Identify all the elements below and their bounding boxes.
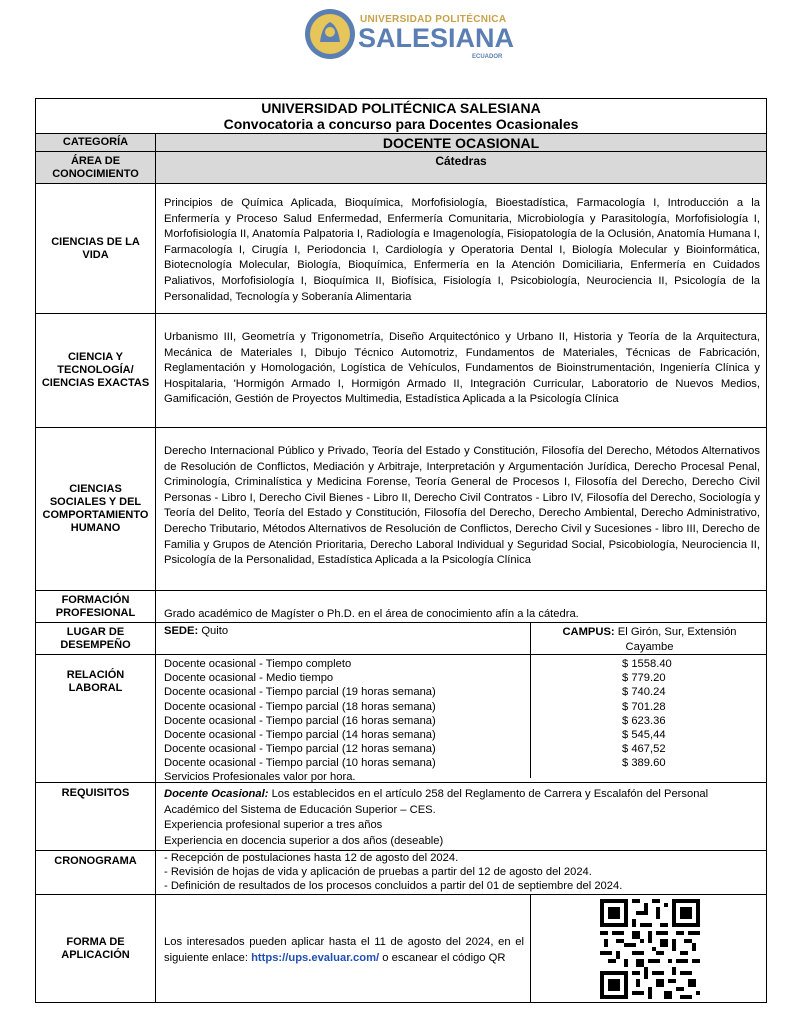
relacion-valor: $ 545,44 [622, 728, 666, 741]
relacion-item [164, 657, 784, 671]
application-link[interactable]: https://ups.evaluar.com/ [251, 951, 380, 964]
cronograma-label: CRONOGRAMA [36, 851, 156, 894]
requisitos-content [164, 787, 760, 849]
relacion-label: RELACIÓN LABORAL [36, 655, 156, 782]
area-row-vida [36, 184, 766, 314]
relacion-tipo: Docente ocasional - Medio tiempo [164, 672, 334, 685]
logo-line1: UNIVERSIDAD POLITÉCNICA [360, 14, 507, 25]
relacion-valor: $ 623.36 [622, 714, 666, 727]
categoria-row [36, 134, 766, 152]
forma-label: FORMA DE APLICACIÓN [36, 895, 156, 1002]
requisitos-lead: Docente Ocasional: [164, 788, 269, 800]
sede-label: SEDE: [164, 625, 199, 637]
campus-value: El Girón, Sur, Extensión Cayambe [617, 626, 737, 653]
relacion-valor: $ 1558.40 [622, 658, 672, 670]
area-vida-text: Principios de Química Aplicada, Bioquímica, Morfofisiología, Bioestadística, Farmacología I, Introducción a la Enfermería y Proceso Salud Enfermedad, Enfermería Comunitaria, Microbiología y Parasitología, Morfofisiología I, Morfofisiología II, Anatomía Palpatoria I, Radiología e Imagenología, Fisiopatología de la Oclusión, Anatomía Humana I, Farmacología I, Cirugía I, Periodoncia I, Cardiología y Operatoria Dental I, Biología Molecular y Bioinformática, Biotecnología Molecular, Biología, Bioquímica, Enfermería en la Atención Domiciliaria, Enfermería en Cuidados Paliativos, Morfofisiología I, Bioquímica II, Biofísica, Fisiología I, Psicobiología, Neurociencia II, Psicología de la Personalidad, Tecnología y Soberanía Alimentaria [164, 197, 760, 303]
relacion-item [164, 714, 784, 728]
area-value: Cátedras [435, 154, 487, 168]
qr-code-icon[interactable] [600, 899, 700, 999]
categoria-label: CATEGORÍA [36, 134, 156, 151]
sede-value: Quito [201, 625, 229, 637]
relacion-valor: $ 389.60 [622, 757, 666, 770]
forma-text-after: o escanear el código QR [382, 951, 506, 964]
relacion-tipo: Docente ocasional - Tiempo parcial (19 horas semana) [164, 686, 436, 699]
area-header-row [36, 152, 766, 184]
requisitos-text2: Experiencia profesional superior a tres años [164, 819, 383, 831]
relacion-valor: $ 467,52 [622, 743, 666, 756]
relacion-valor: $ 701.28 [622, 700, 666, 713]
area-tecnologia-label: CIENCIA Y TECNOLOGÍA/ CIENCIAS EXACTAS [36, 314, 156, 427]
relacion-valor: $ 779.20 [622, 672, 666, 685]
relacion-item [164, 756, 784, 770]
relacion-tipo: Docente ocasional - Tiempo parcial (16 horas semana) [164, 714, 436, 727]
relacion-tipo: Docente ocasional - Tiempo parcial (14 horas semana) [164, 728, 436, 741]
forma-text [164, 935, 524, 966]
requisitos-text1: Los establecidos en el artículo 258 del Reglamento de Carrera y Escalafón del Personal Académico del Sistema de Educación Superior – CES. [164, 788, 709, 816]
requisitos-row [36, 783, 766, 851]
logo-line3: ECUADOR [472, 54, 503, 60]
doc-subtitle: Convocatoria a concurso para Docentes Ocasionales [223, 116, 579, 132]
area-row-sociales [36, 428, 766, 591]
cronograma-item: - Revisión de hojas de vida y aplicación de pruebas a partir del 12 de agosto del 2024. [164, 866, 592, 878]
formacion-label: FORMACIÓN PROFESIONAL [36, 591, 156, 622]
area-tecnologia-text: Urbanismo III, Geometría y Trigonometría, Diseño Arquitectónico y Urbano II, Historia y Teoría de la Arquitectura, Mecánica de Materiales I, Dibujo Técnico Automotriz, Fundamentos de Materiales, Técnicas de Fabricación, Reglamentación y Homologación, Logística de Vehículos, Fundamentos de Bioinstrumentación, Ingeniería Clínica y Hospitalaria, 'Hormigón Armado I, Hormigón Armado II, Integración Curricular, Laboratorio de Nuevos Medios, Gamificación, Gestión de Proyectos Multimedia, Estadística Aplicada a la Psicología Clínica [164, 331, 760, 406]
cronograma-list [164, 851, 760, 893]
university-logo [304, 6, 515, 62]
relacion-item [164, 700, 784, 714]
categoria-value: DOCENTE OCASIONAL [382, 135, 540, 151]
area-sociales-text: Derecho Internacional Público y Privado, Teoría del Estado y Constitución, Filosofía del Derecho, Métodos Alternativos de Resolución de Conflictos, Mediación y Arbitraje, Interpretación y Argumentación Jurídica, Derecho Procesal Penal, Criminología, Criminalística y Medicina Forense, Teoría General de Procesos I, Filosofía del Derecho, Derecho Civil Personas - Libro I, Derecho Civil Bienes - Libro II, Derecho Civil Contratos - Libro IV, Filosofía del Derecho, Sociología y Teoría del Delito, Teoría del Estado y Constitución, Filosofía del Derecho, Derecho Ambiental, Derecho Administrativo, Derecho Tributario, Métodos Alternativos de Resolución de Conflictos, Derecho Civil y Sucesiones - libro III, Derecho de Familia y Grupos de Atención Prioritaria, Derecho Laboral Individual y Seguridad Social, Psicobiología, Neurociencia II, Psicología de la Personalidad, Estadística Aplicada a la Psicología Clínica [164, 445, 760, 567]
requisitos-text3: Experiencia en docencia superior a dos años (deseable) [164, 834, 444, 847]
logo-line2: SALESIANA [358, 23, 515, 53]
relacion-tipo: Docente ocasional - Tiempo parcial (18 horas semana) [164, 700, 436, 713]
relacion-item [164, 685, 784, 699]
area-sociales-label: CIENCIAS SOCIALES Y DEL COMPORTAMIENTO HUMANO [36, 428, 156, 590]
campus-label: CAMPUS: [562, 626, 615, 638]
sede [164, 625, 228, 637]
relacion-valor: $ 740.24 [622, 686, 666, 699]
relacion-tipo: Docente ocasional - Tiempo parcial (12 horas semana) [164, 743, 436, 756]
area-label: ÁREA DE CONOCIMIENTO [36, 152, 156, 183]
formacion-row [36, 591, 766, 623]
relacion-tipo: Docente ocasional - Tiempo completo [164, 658, 352, 670]
doc-title: UNIVERSIDAD POLITÉCNICA SALESIANA [261, 100, 541, 116]
relacion-item [164, 728, 784, 742]
table-title [36, 99, 766, 134]
lugar-label: LUGAR DE DESEMPEÑO [36, 623, 156, 654]
area-vida-label: CIENCIAS DE LA VIDA [36, 184, 156, 313]
lugar-row [36, 623, 766, 655]
cronograma-row [36, 851, 766, 895]
relacion-item [164, 742, 784, 756]
relacion-row [36, 655, 766, 783]
forma-text-before: Los interesados pueden aplicar hasta el 11 de agosto del 2024, en el siguiente enlace: [164, 936, 524, 964]
relacion-list [164, 657, 784, 771]
relacion-item [164, 671, 784, 685]
formacion-text: Grado académico de Magíster o Ph.D. en el área de conocimiento afín a la cátedra. [164, 608, 579, 620]
forma-row [36, 895, 766, 1002]
seal-icon [304, 8, 356, 60]
area-row-tecnologia [36, 314, 766, 428]
cronograma-item: - Definición de resultados de los procesos concluidos a partir del 01 de septiembre del 2024. [164, 880, 623, 892]
relacion-tipo: Docente ocasional - Tiempo parcial (10 horas semana) [164, 757, 436, 770]
cronograma-item: - Recepción de postulaciones hasta 12 de agosto del 2024. [164, 852, 459, 864]
convocatoria-table [35, 98, 767, 1003]
campus [541, 625, 758, 655]
relacion-extra: Servicios Profesionales valor por hora. [164, 771, 356, 783]
requisitos-label: REQUISITOS [36, 783, 156, 850]
